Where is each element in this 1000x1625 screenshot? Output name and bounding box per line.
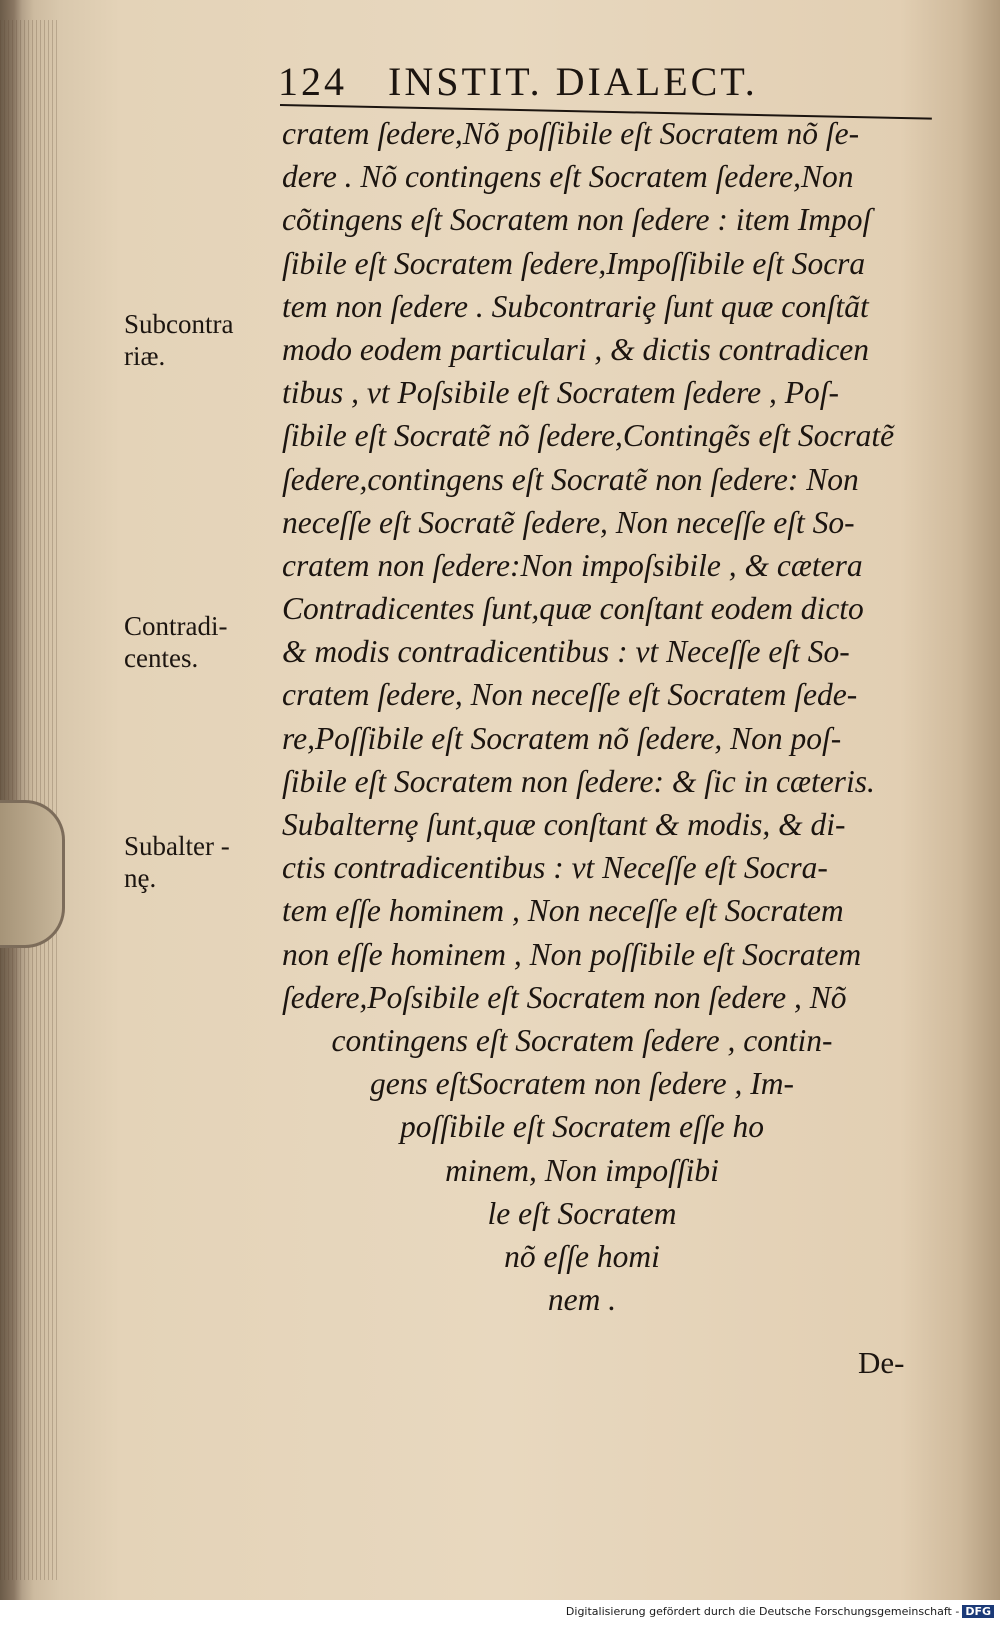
text-line: neceſſe eſt Socratẽ ſedere, Non neceſſe eſt So- [282,504,855,540]
tail-line: minem, Non impoſſibi [445,1152,719,1188]
tail-line: gens eſtSocratem non ſedere , Im- [370,1066,794,1102]
text-line: ſibile eſt Socratem non ſedere: & ſic in cæteris. [282,763,875,799]
margin-note-line: Subalter - [124,831,230,861]
tail-line: le eſt Socratem [487,1195,677,1231]
text-line: ſibile eſt Socratem ſedere,Impoſſibile eſt Socra [282,245,866,281]
body-text [282,112,982,1321]
tail-line: poſſibile eſt Socratem eſſe ho [400,1109,764,1145]
text-line: tem eſſe hominem , Non neceſſe eſt Socratem [282,893,844,929]
text-line: ſedere,contingens eſt Socratẽ non ſedere: Non [282,461,859,497]
text-line: cratem ſedere, Non neceſſe eſt Socratem ſede- [282,677,858,713]
margin-note-subalternae [124,830,274,894]
text-line: tibus , vt Poſsibile eſt Socratem ſedere , Poſ- [282,375,839,411]
running-title: INSTIT. DIALECT. [388,59,758,104]
text-line: non eſſe hominem , Non poſſibile eſt Socratem [282,936,862,972]
margin-note-line: Contradi- [124,611,228,641]
dfg-logo: DFG [962,1605,994,1618]
margin-note-line: nȩ. [124,863,157,893]
tail-line: nem . [547,1282,617,1318]
digitization-credit [566,1605,994,1618]
text-line: modo eodem particulari , & dictis contradicen [282,331,870,367]
tail-line: contingens eſt Socratem ſedere , contin- [331,1022,833,1058]
text-line: dere . Nõ contingens eſt Socratem ſedere,Non [282,159,854,195]
text-line: ctis contradicentibus : vt Neceſſe eſt Socra- [282,850,828,886]
text-line: ſibile eſt Socratẽ nõ ſedere,Contingẽs eſt Socratẽ [282,418,895,454]
margin-note-subcontrariae [124,308,274,372]
margin-note-line: centes. [124,643,199,673]
credit-text: Digitalisierung gefördert durch die Deutsche Forschungsgemeinschaft - [565,1605,960,1618]
book-clasp [0,800,65,948]
margin-note-contradicentes [124,610,274,674]
catchword: De- [858,1345,905,1380]
text-line: cratem ſedere,Nõ poſſibile eſt Socratem nõ ſe- [282,116,860,151]
text-line: Contradicentes ſunt,quæ conſtant eodem dicto [282,591,864,627]
running-header [278,58,918,105]
tail-line: nõ eſſe homi [504,1238,660,1274]
text-line: & modis contradicentibus : vt Neceſſe eſt So- [282,634,850,670]
text-line: re,Poſſibile eſt Socratem nõ ſedere, Non poſ- [282,720,842,756]
text-line: tem non ſedere . Subcontrariȩ ſunt quæ conſtãt [282,288,869,324]
margin-note-line: riæ. [124,341,166,371]
text-line: cratem non ſedere:Non impoſsibile , & cætera [282,547,863,583]
text-line: Subalternȩ ſunt,quæ conſtant & modis, & di- [282,807,846,842]
page-number: 124 [278,59,347,104]
text-line: cõtingens eſt Socratem non ſedere : item Impoſ [282,202,872,238]
margin-note-line: Subcontra [124,309,234,339]
text-line: ſedere,Poſsibile eſt Socratem non ſedere , Nõ [282,979,847,1015]
